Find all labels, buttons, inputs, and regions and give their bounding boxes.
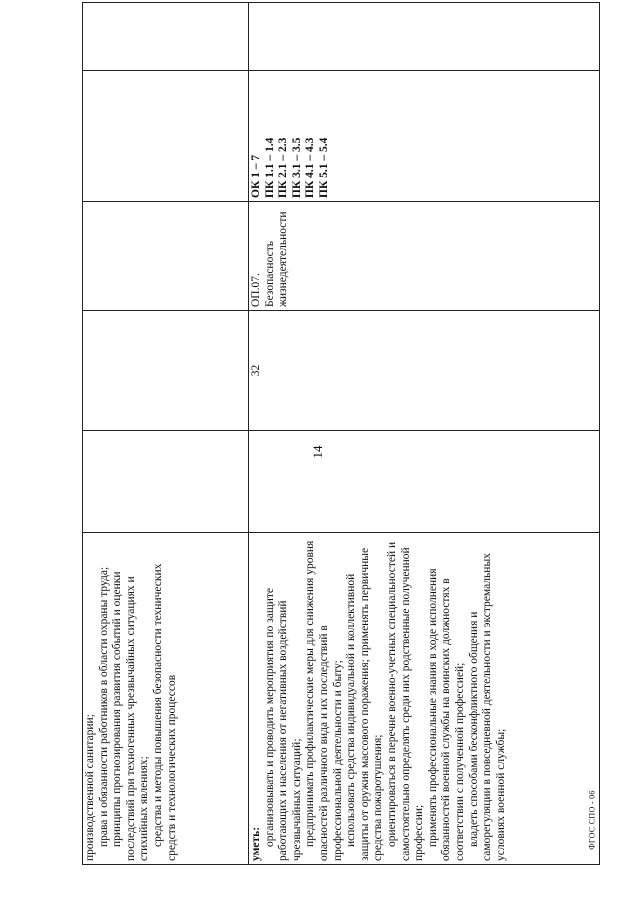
table-row xyxy=(83,3,249,865)
discipline-name: Безопасность жизнедеятельности xyxy=(263,211,290,307)
competency-item: ПК 4.1 – 4.3 xyxy=(304,137,317,198)
rotated-table-container xyxy=(82,45,600,865)
competency-item: ОК 1 – 7 xyxy=(250,154,262,198)
knowledge-item: средства и методы повышения безопасности технических средств и технологических процессов xyxy=(151,563,178,861)
skills-heading: уметь: xyxy=(250,826,262,861)
knowledge-item: производственной санитарии; xyxy=(84,714,96,861)
competency-item: ПК 5.1 – 5.4 xyxy=(317,137,330,198)
table-row xyxy=(249,3,600,865)
empty-cell xyxy=(249,431,600,533)
knowledge-item: принципы прогнозирования развития событий и оценки последствий при техногенных чрезвычайных ситуациях и стихийных явлениях; xyxy=(111,571,151,861)
skill-item: организовывать и проводить мероприятия по защите работающих и населения от негативных воздействий чрезвычайных ситуаций; xyxy=(263,588,303,861)
skill-item: применять профессиональные знания в ходе исполнения обязанностей военной службы на воинских должностях в соответствии с полученной профессией; xyxy=(426,568,466,861)
curriculum-table xyxy=(82,2,600,865)
empty-cell xyxy=(83,3,249,71)
competency-item: ПК 1.1 – 1.4 xyxy=(263,137,276,198)
empty-cell xyxy=(83,71,249,202)
footer-code: ФГОС СПО - 06 xyxy=(587,790,597,850)
skill-item: ориентироваться в перечне военно-учетных специальностей и самостоятельно определять среди них родственные полученной профессии; xyxy=(385,541,426,861)
empty-cell xyxy=(83,431,249,533)
knowledge-cell xyxy=(83,533,249,865)
hours-cell: 32 xyxy=(249,311,600,431)
skill-item: использовать средства индивидуальной и коллективной защиты от оружия массового поражения; применять первичные средства пожаротушения; xyxy=(345,547,385,861)
discipline-code: ОП.07. xyxy=(250,273,262,307)
skill-item: владеть способами бесконфликтного общения и саморегуляции в повседневной деятельности и экстремальных условиях военной службы; xyxy=(467,553,507,861)
competency-item: ПК 3.1 – 3.5 xyxy=(290,137,303,198)
empty-cell xyxy=(83,202,249,311)
competencies-cell xyxy=(249,71,600,202)
page-number: 14 xyxy=(310,445,325,459)
empty-cell xyxy=(249,3,600,71)
discipline-cell xyxy=(249,202,600,311)
skill-item: предпринимать профилактические меры для снижения уровня опасностей различного вида и их последствий в профессиональной деятельности и быту; xyxy=(304,540,344,861)
knowledge-item: права и обязанности работников в области охраны труда; xyxy=(97,566,110,847)
empty-cell xyxy=(83,311,249,431)
competency-item: ПК 2.1 – 2.3 xyxy=(277,137,290,198)
skills-cell xyxy=(249,533,600,865)
